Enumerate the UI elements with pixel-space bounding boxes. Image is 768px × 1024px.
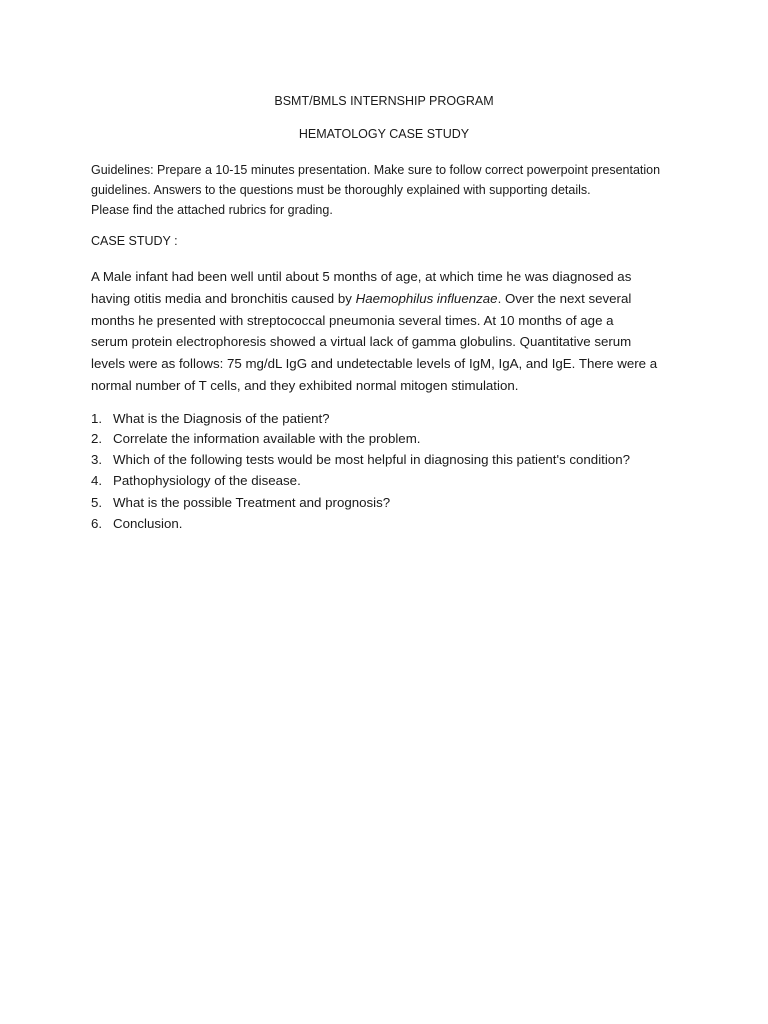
question-text: Which of the following tests would be most helpful in diagnosing this patient's condition? (113, 451, 630, 467)
question-text: Pathophysiology of the disease. (113, 473, 301, 489)
question-item (91, 492, 691, 514)
guidelines-line: Guidelines: Prepare a 10-15 minutes presentation. Make sure to follow correct powerpoint presentation (91, 163, 661, 177)
case-line: normal number of T cells, and they exhibited normal mitogen stimulation. (91, 377, 519, 393)
question-text: Correlate the information available with the problem. (113, 430, 421, 446)
question-number: 1. (91, 411, 103, 426)
case-line (91, 288, 691, 310)
case-text-span: having otitis media and bronchitis caused by (91, 290, 356, 306)
guidelines-line: Please find the attached rubrics for grading. (91, 203, 333, 217)
case-line: A Male infant had been well until about 5 months of age, at which time he was diagnosed as (91, 269, 632, 284)
question-item (91, 409, 691, 429)
case-line: months he presented with streptococcal pneumonia several times. At 10 months of age a (91, 312, 614, 328)
question-number: 5. (91, 494, 103, 510)
question-item (91, 470, 691, 492)
guidelines-line: guidelines. Answers to the questions must be thoroughly explained with supporting details. (91, 183, 591, 197)
guidelines-paragraph (91, 160, 691, 220)
question-text: Conclusion. (113, 516, 183, 532)
organism-name: Haemophilus influenzae (355, 290, 498, 306)
question-number: 4. (91, 473, 103, 489)
question-number: 6. (91, 516, 103, 532)
case-study-label: CASE STUDY : (91, 234, 178, 248)
question-item (91, 429, 691, 449)
case-line: levels were as follows: 75 mg/dL IgG and undetectable levels of IgM, IgA, and IgE. There were a (91, 356, 658, 372)
case-study-paragraph (91, 266, 691, 397)
question-item (91, 513, 691, 535)
document-subtitle: HEMATOLOGY CASE STUDY (298, 127, 470, 141)
document-title: BSMT/BMLS INTERNSHIP PROGRAM (274, 94, 494, 108)
question-text: What is the possible Treatment and prognosis? (113, 494, 391, 510)
case-text-span: . Over the next several (497, 290, 632, 306)
question-text: What is the Diagnosis of the patient? (113, 411, 330, 426)
case-line: serum protein electrophoresis showed a virtual lack of gamma globulins. Quantitative serum (91, 334, 632, 350)
question-number: 2. (91, 430, 103, 446)
question-item (91, 449, 691, 471)
question-number: 3. (91, 451, 103, 467)
questions-list (91, 409, 691, 535)
